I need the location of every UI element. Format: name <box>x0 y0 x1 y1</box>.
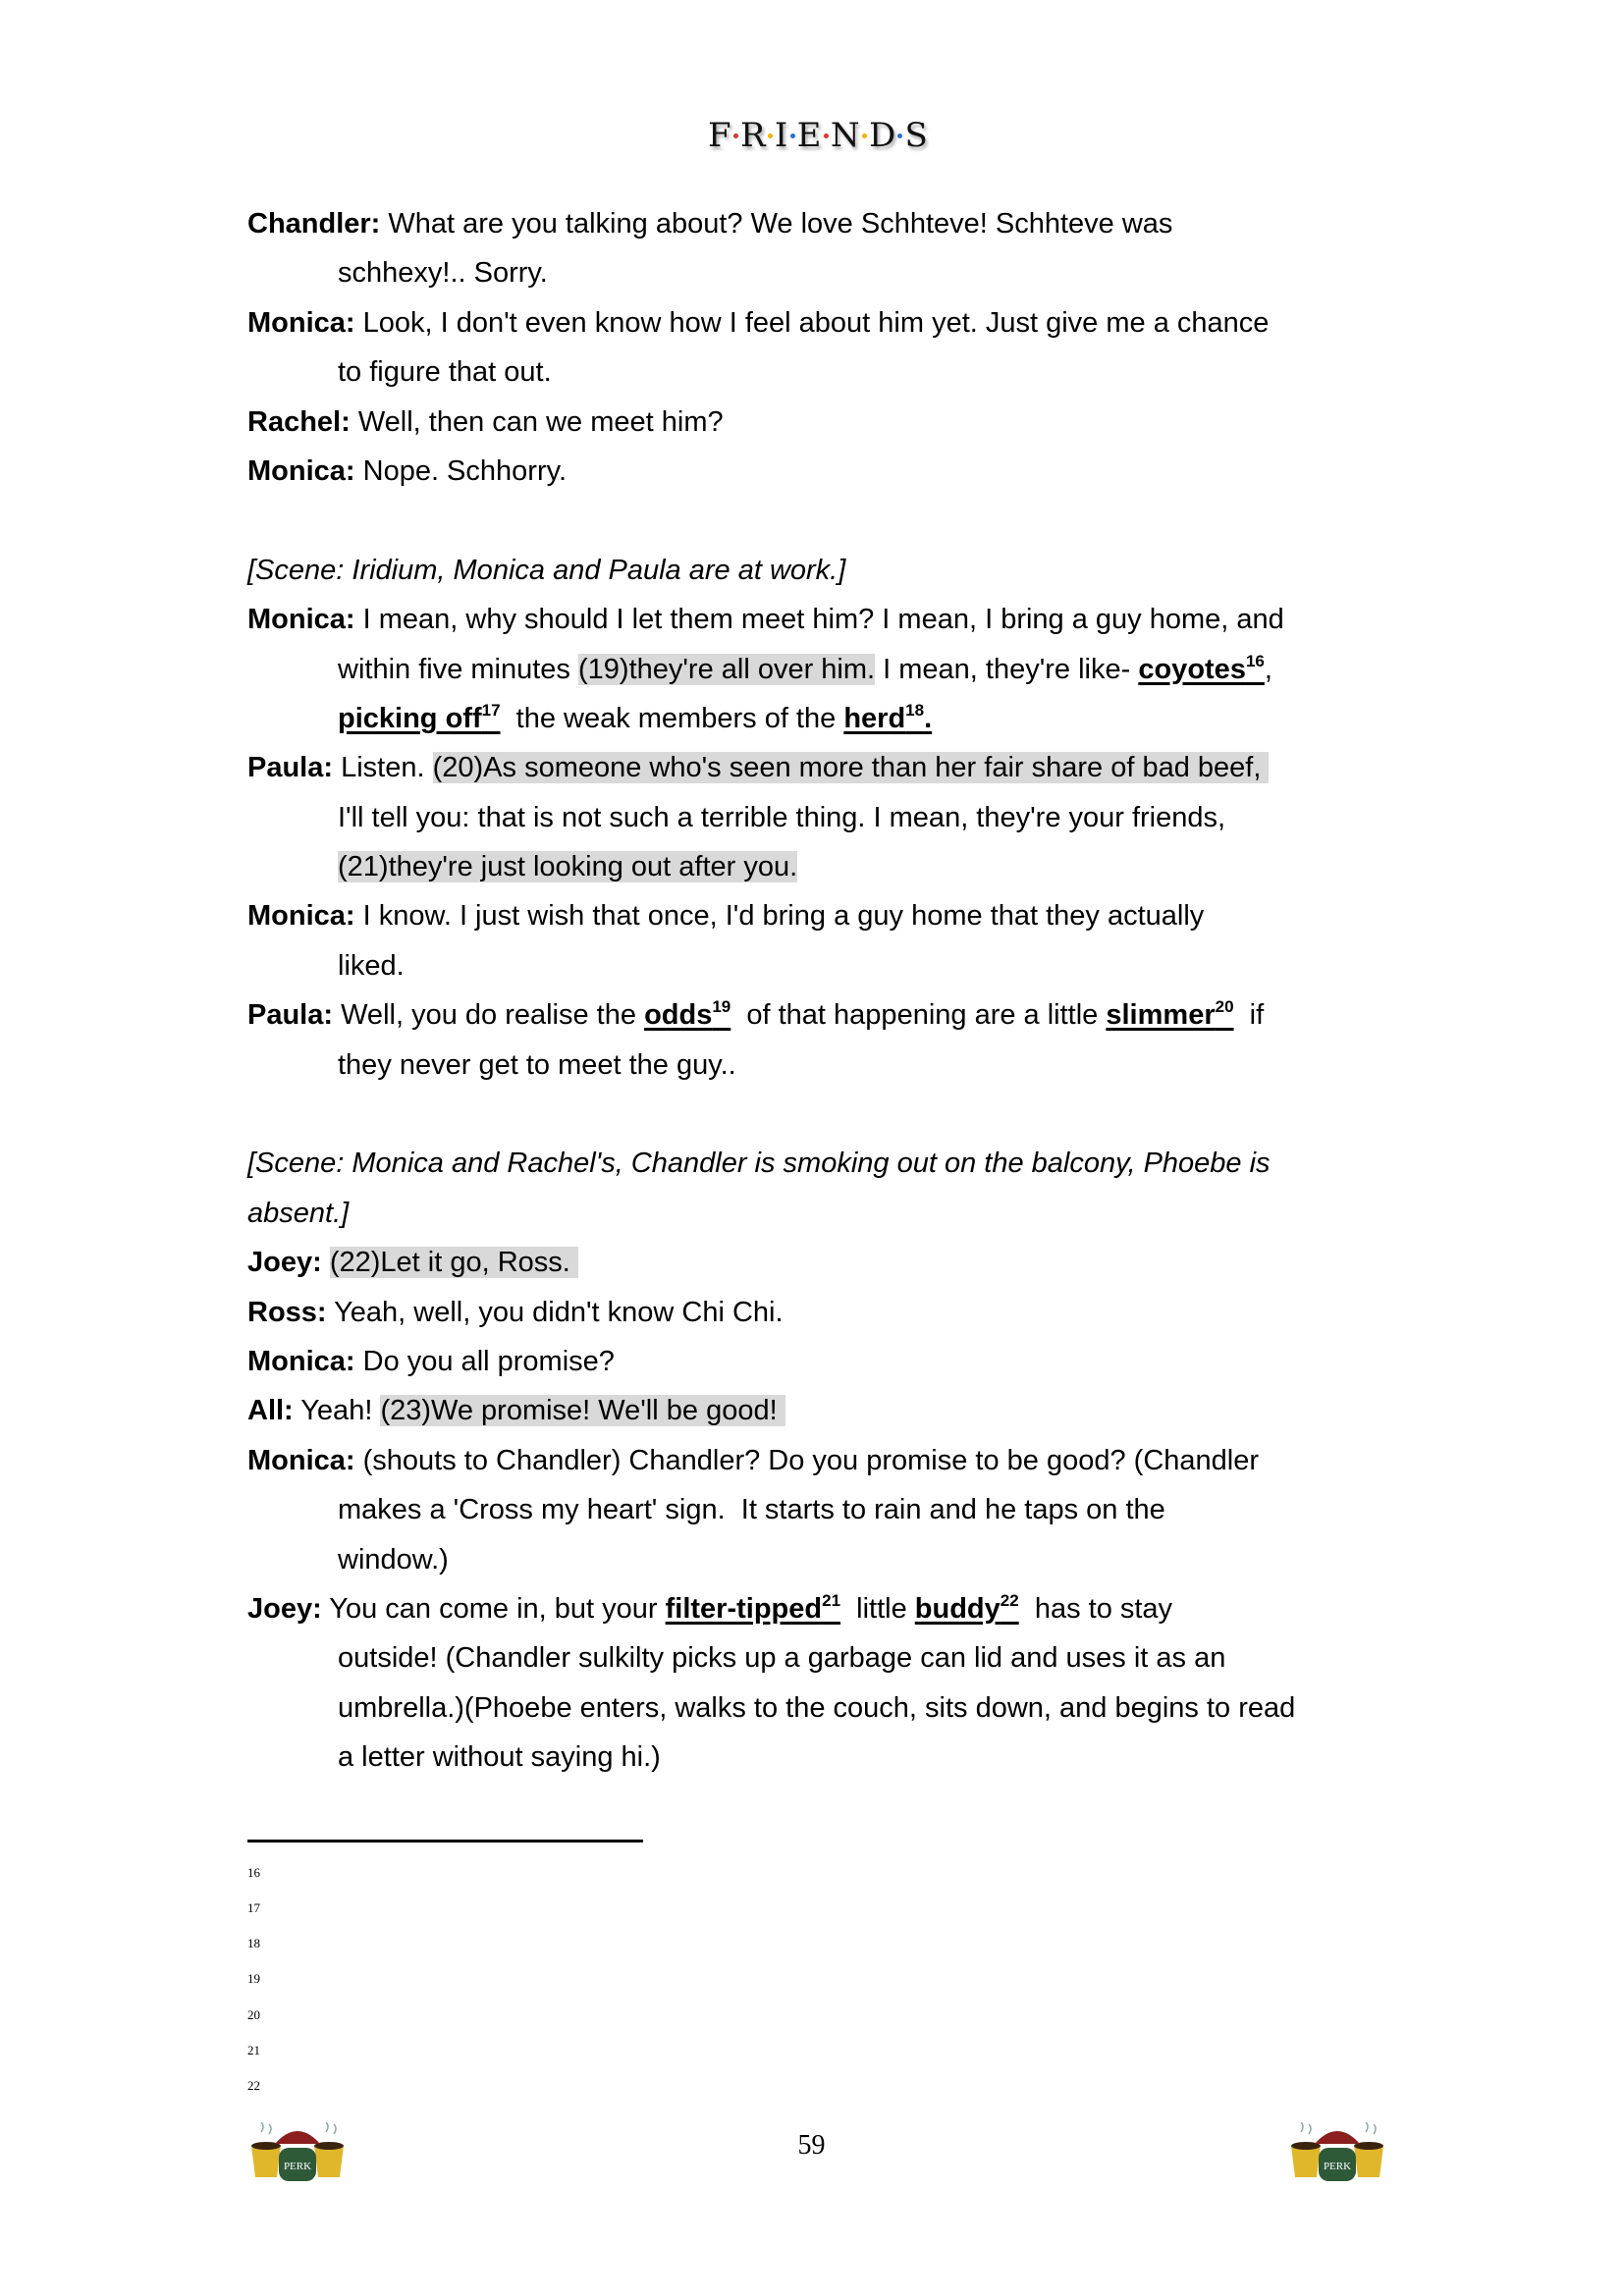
speaker-name: Paula: <box>247 999 334 1032</box>
dialogue-text <box>875 654 1138 685</box>
segment-text: Well, you do realise the <box>333 999 645 1032</box>
segment-text: within five minutes <box>338 653 578 685</box>
footnote-ref[interactable]: 17 <box>481 700 501 720</box>
segment-text: liked. <box>338 949 405 982</box>
speaker-name: All: <box>247 1395 294 1427</box>
segment-text: (21)they're just looking out after you. <box>338 851 798 883</box>
segment-text: a letter without saying hi.) <box>338 1741 661 1774</box>
segment-text: Do you all promise? <box>354 1345 615 1377</box>
segment-text: (19)they're all over him. <box>578 653 876 685</box>
text-line <box>247 694 1406 743</box>
logo-letter: D <box>868 116 896 155</box>
scene-direction <box>247 1148 1271 1179</box>
dialogue-line <box>247 595 1406 644</box>
dialogue-text <box>355 1346 615 1377</box>
scene-direction <box>247 555 845 586</box>
speaker-name: Monica: <box>247 306 355 339</box>
speaker-name: Monica: <box>247 1444 355 1476</box>
speaker-name: Joey: <box>247 1247 322 1279</box>
dialogue-text <box>355 307 1270 339</box>
segment-text: herd <box>843 702 906 734</box>
footnote-number: 16 <box>247 1865 260 1880</box>
footnote-ref[interactable]: 21 <box>822 1590 841 1610</box>
blank-line <box>247 1090 1406 1139</box>
logo-letter: S <box>904 116 928 155</box>
dialogue-text <box>355 1445 1259 1476</box>
dialogue-text <box>355 604 1284 635</box>
vocab-term <box>924 703 932 734</box>
logo-letter: I <box>774 116 788 155</box>
highlighted-phrase <box>380 1395 784 1426</box>
segment-text: (22)Let it go, Ross. <box>329 1247 578 1279</box>
dialogue-text <box>338 950 405 982</box>
dialogue-text <box>730 999 1106 1031</box>
segment-text: they never get to meet the guy.. <box>338 1048 736 1081</box>
segment-text: coyotes <box>1138 653 1246 685</box>
dialogue-text <box>380 208 1172 240</box>
segment-text: You can come in, but your <box>321 1592 666 1625</box>
dialogue-text <box>501 703 844 734</box>
segment-text: filter-tipped <box>665 1592 823 1625</box>
dialogue-line <box>247 1238 1406 1287</box>
logo-letter: N <box>830 116 860 155</box>
dialogue-text <box>338 1741 661 1773</box>
dialogue-text <box>333 999 644 1031</box>
dialogue-line <box>247 1584 1406 1633</box>
segment-text: I mean, they're like- <box>875 653 1139 685</box>
dialogue-text <box>338 1692 1295 1724</box>
dialogue-line <box>247 990 1406 1040</box>
text-line <box>247 1535 1406 1584</box>
logo-dot <box>768 133 773 138</box>
speaker-name: Monica: <box>247 900 355 933</box>
segment-text <box>322 1247 330 1278</box>
segment-text: [Scene: Iridium, Monica and Paula are at work.] <box>247 554 846 586</box>
speaker-name: Paula: <box>247 752 334 784</box>
dialogue-text <box>1019 1593 1172 1625</box>
footnote-number: 19 <box>247 1971 260 1986</box>
logo-dot <box>862 133 867 138</box>
segment-text: the weak members of the <box>500 702 844 734</box>
highlighted-phrase <box>433 752 1270 783</box>
dialogue-text <box>338 1494 1165 1525</box>
dialogue-line <box>247 1436 1406 1485</box>
page-number: 59 <box>797 2130 826 2161</box>
highlighted-phrase <box>578 654 875 685</box>
footnote-number: 18 <box>247 1936 260 1950</box>
text-line <box>247 1683 1406 1733</box>
dialogue-text <box>338 1642 1225 1674</box>
scene-direction <box>247 1198 349 1229</box>
segment-text: (23)We promise! We'll be good! <box>380 1395 785 1427</box>
central-perk-logo-right <box>1287 2122 1387 2183</box>
highlighted-phrase <box>330 1247 578 1278</box>
segment-text: schhexy!.. Sorry. <box>338 257 548 290</box>
segment-text: (shouts to Chandler) Chandler? Do you promise to be good? (Chandler <box>354 1444 1260 1476</box>
speaker-name: Joey: <box>247 1592 322 1625</box>
svg-text:PERK: PERK <box>1323 2161 1352 2172</box>
logo-letter: E <box>796 116 822 155</box>
dialogue-text <box>355 455 567 487</box>
dialogue-text <box>840 1593 915 1625</box>
dialogue-text <box>351 406 724 438</box>
text-line <box>247 793 1406 842</box>
vocab-term <box>338 700 501 734</box>
footnote-number: 22 <box>247 2078 260 2093</box>
footnote-ref[interactable]: 18 <box>905 700 925 720</box>
segment-text: Well, then can we meet him? <box>350 405 724 438</box>
dialogue-text <box>338 1544 449 1575</box>
dialogue-line <box>247 1337 1406 1386</box>
footnote-ref[interactable]: 20 <box>1215 997 1234 1017</box>
segment-text: , <box>1264 653 1272 685</box>
segment-text: . <box>924 702 933 734</box>
segment-text: if <box>1233 999 1265 1032</box>
dialogue-text <box>333 752 433 783</box>
footnote-number: 17 <box>247 1900 260 1915</box>
dialogue-text <box>338 1049 736 1081</box>
vocab-term <box>644 999 730 1031</box>
dialogue-line <box>247 743 1406 792</box>
dialogue-text <box>338 654 578 685</box>
dialogue-text <box>1265 654 1272 685</box>
text-line <box>247 1041 1406 1090</box>
segment-text: [Scene: Monica and Rachel's, Chandler is smoking out on the balcony, Phoebe is <box>247 1148 1271 1180</box>
svg-text:PERK: PERK <box>283 2161 312 2172</box>
vocab-term <box>1138 651 1265 685</box>
segment-text: slimmer <box>1106 999 1216 1032</box>
segment-text: Listen. <box>333 752 433 784</box>
footnote-divider <box>247 1840 643 1842</box>
segment-text: Nope. Schhorry. <box>354 454 568 487</box>
highlighted-phrase <box>338 851 797 882</box>
segment-text: Yeah! <box>293 1395 381 1427</box>
segment-text: of that happening are a little <box>730 999 1107 1032</box>
segment-text: Look, I don't even know how I feel about him yet. Just give me a chance <box>354 306 1270 339</box>
blank-line <box>247 496 1406 545</box>
text-line <box>247 645 1406 694</box>
segment-text: Yeah, well, you didn't know Chi Chi. <box>326 1296 784 1328</box>
dialogue-text <box>294 1395 381 1426</box>
dialogue-line <box>247 891 1406 940</box>
dialogue-text <box>355 900 1205 932</box>
text-line <box>247 842 1406 891</box>
footnote-ref[interactable]: 16 <box>1245 651 1265 670</box>
segment-text: to figure that out. <box>338 356 552 389</box>
dialogue-line <box>247 1386 1406 1435</box>
text-line <box>247 1485 1406 1534</box>
text-line <box>247 546 1406 595</box>
vocab-term <box>914 1590 1019 1625</box>
segment-text: picking off <box>338 702 482 734</box>
footnote-number: 20 <box>247 2007 260 2022</box>
segment-text: I mean, why should I let them meet him? I mean, I bring a guy home, and <box>354 604 1284 636</box>
segment-text: makes a 'Cross my heart' sign. It starts to rain and he taps on the <box>338 1494 1165 1526</box>
segment-text: outside! (Chandler sulkilty picks up a garbage can lid and uses it as an <box>338 1642 1226 1675</box>
vocab-term <box>1106 999 1233 1031</box>
speaker-name: Monica: <box>247 1345 355 1377</box>
logo-dot <box>897 133 902 138</box>
text-line <box>247 1189 1406 1238</box>
segment-text: What are you talking about? We love Schhteve! Schhteve was <box>380 208 1173 240</box>
dialogue-text <box>322 1593 666 1625</box>
logo-letter: F <box>708 116 731 155</box>
speaker-name: Chandler: <box>247 208 381 240</box>
dialogue-line <box>247 199 1406 248</box>
dialogue-line <box>247 1288 1406 1337</box>
dialogue-text <box>1234 999 1265 1031</box>
vocab-term <box>665 1590 841 1625</box>
dialogue-text <box>322 1247 330 1278</box>
text-line <box>247 1139 1406 1188</box>
dialogue-line <box>247 447 1406 496</box>
segment-text: odds <box>644 999 713 1032</box>
dialogue-text <box>338 257 548 289</box>
footnote-number: 21 <box>247 2043 260 2057</box>
footnote-ref[interactable]: 22 <box>1000 1590 1019 1610</box>
speaker-name: Ross: <box>247 1296 327 1328</box>
segment-text: umbrella.)(Phoebe enters, walks to the couch, sits down, and begins to read <box>338 1691 1296 1724</box>
script-body <box>247 199 1406 1783</box>
text-line <box>247 1733 1406 1782</box>
text-line <box>247 248 1406 297</box>
logo-dot <box>733 133 738 138</box>
speaker-name: Rachel: <box>247 405 351 438</box>
dialogue-line <box>247 398 1406 447</box>
text-line <box>247 941 1406 990</box>
dialogue-text <box>338 802 1225 833</box>
footnote-ref[interactable]: 19 <box>712 997 731 1017</box>
dialogue-text <box>338 356 552 388</box>
segment-text: (20)As someone who's seen more than her fair share of bad beef, <box>432 752 1270 784</box>
segment-text: buddy <box>914 1592 1001 1625</box>
logo-dot <box>790 133 795 138</box>
logo-letter: R <box>739 116 766 155</box>
text-line <box>247 347 1406 397</box>
segment-text: has to stay <box>1018 1592 1173 1625</box>
friends-logo <box>708 116 928 155</box>
segment-text: little <box>840 1592 915 1625</box>
dialogue-text <box>327 1297 784 1328</box>
vocab-term <box>843 700 925 734</box>
speaker-name: Monica: <box>247 454 355 487</box>
segment-text: window.) <box>338 1543 449 1575</box>
logo-dot <box>824 133 829 138</box>
text-line <box>247 1633 1406 1682</box>
segment-text: absent.] <box>247 1197 350 1229</box>
segment-text: I know. I just wish that once, I'd bring a guy home that they actually <box>354 900 1205 933</box>
dialogue-line <box>247 298 1406 347</box>
segment-text: I'll tell you: that is not such a terrible thing. I mean, they're your friends, <box>338 801 1226 833</box>
central-perk-logo-left <box>247 2122 348 2183</box>
speaker-name: Monica: <box>247 604 355 636</box>
